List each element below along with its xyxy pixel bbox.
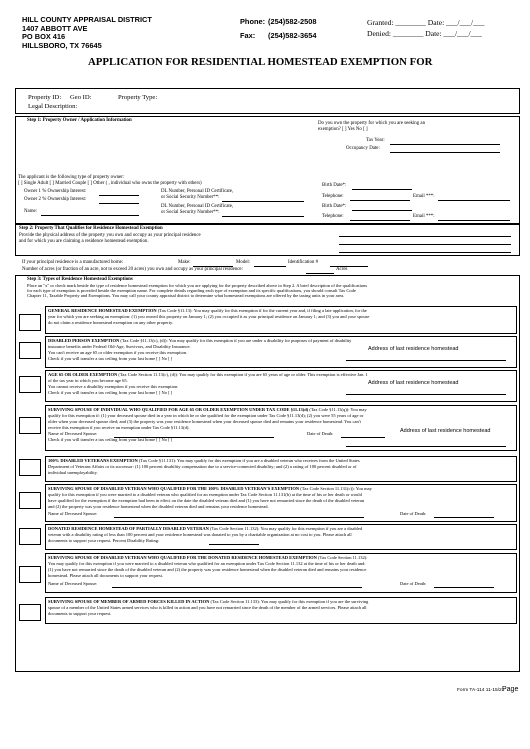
tax-year-line[interactable] (390, 144, 500, 145)
occupancy-date-line[interactable] (390, 152, 500, 153)
surviving-spouse-65-death-line[interactable] (341, 437, 385, 438)
identification-label: Identification # (288, 260, 319, 265)
disabled-person-panel (45, 336, 517, 368)
disabled-person-text-3: You can't receive an age 65 or older exemption if you receive this exemption. (48, 350, 188, 355)
surviving-spouse-65-name-label: Name of Deceased Spouse: (48, 431, 98, 436)
ssn-line-1[interactable] (222, 201, 304, 202)
birth-date-label-2: Birth Date*: (322, 204, 347, 209)
general-exemption-panel (45, 306, 517, 334)
surviving-spouse-65-text-1: (Tax Code §11.13(q)): You may (309, 407, 367, 412)
age-65-address-label: Address of last residence homestead (368, 380, 459, 386)
killed-in-action-text-3: documents to support your request. (48, 611, 112, 616)
age-65-line-1 (48, 372, 368, 377)
birth-date-line-1[interactable] (352, 189, 412, 190)
owner1-interest-line[interactable] (99, 195, 139, 196)
killed-in-action-checkbox[interactable] (19, 604, 41, 621)
general-exemption-text-3: do not claim a residence homestead exemption on any other property. (48, 320, 174, 325)
age-65-panel (45, 370, 517, 402)
age-65-text-4[interactable]: Check if you will transfer a tax ceiling from your last home [ ] No [ ] (48, 390, 173, 395)
address-line-2[interactable] (339, 244, 511, 245)
email-label-2: Email ***: (413, 214, 435, 219)
surviving-spouse-dv-death-line[interactable] (434, 517, 494, 518)
ssn-label-1: or Social Security Number**: (161, 195, 220, 200)
general-exemption-checkbox[interactable] (19, 314, 41, 331)
dl-number-label-2: DL Number, Personal ID Certificate, (161, 204, 234, 209)
owner1-interest: Owner 1 % Ownership Interest: (24, 189, 87, 194)
birth-date-line-2[interactable] (352, 210, 412, 211)
disabled-person-address-label: Address of last residence homestead (368, 346, 459, 352)
donated-residence-heading: DONATED RESIDENCE HOMESTEAD OF PARTIALLY DISABLED VETERAN (48, 526, 209, 531)
donated-residence-panel (45, 524, 517, 550)
surviving-spouse-donated-death-line[interactable] (434, 587, 494, 588)
property-info-box (15, 88, 520, 114)
phone-label: Phone: (240, 17, 266, 26)
own-question-1: Do you own the property for which you are seeking an (318, 121, 426, 126)
telephone-line-2[interactable] (350, 220, 410, 221)
denied-field: Denied: ________ Date: ___/___/___ (367, 29, 482, 38)
acres-line[interactable] (306, 273, 334, 274)
disabled-veteran-checkbox[interactable] (19, 459, 41, 476)
disabled-veteran-panel (45, 456, 517, 482)
step1-box (15, 116, 520, 224)
general-exemption-heading: GENERAL RESIDENCE HOMESTEAD EXEMPTION (48, 308, 157, 313)
disabled-person-address-line[interactable] (346, 360, 506, 361)
killed-in-action-panel (45, 597, 517, 624)
donated-residence-text-2: veteran with a disability rating of less than 100 percent and your residence homestead was donated to you by a charitable organization at no cost to you. Please attach all (48, 532, 352, 537)
step3-intro-1: Place an "x" or check mark beside the type of residence homestead exemption for which you are applying for the property described above in Step 2. A brief description of the qualifications (27, 283, 368, 288)
surviving-spouse-65-address-label: Address of last residence homestead (400, 428, 491, 434)
email-line-1[interactable] (438, 200, 510, 201)
granted-field: Granted: ________ Date: ___/___/___ (367, 18, 485, 27)
fax-label: Fax: (240, 31, 256, 40)
step1-title: Step 1: Property Owner / Application Information (27, 118, 132, 123)
district-street: 1407 ABBOTT AVE (22, 23, 88, 33)
general-exemption-text-2: year for which you are seeking an exemption: (1) you owned this property on January 1; (2) you occupied it as your principal residence on January 1; and (3) you and your spouse (48, 314, 370, 319)
killed-in-action-heading: SURVIVING SPOUSE OF MEMBER OF ARMED FORCES KILLED IN ACTION (48, 599, 210, 604)
surviving-spouse-dv-heading: SURVIVING SPOUSE OF DISABLED VETERAN WHO QUALIFIED FOR THE 100% DISABLED VETERAN'S EXEMPTION (48, 486, 300, 491)
form-number: Form TA-114 11-15/21 (457, 688, 505, 693)
surviving-spouse-donated-text-1: (Tax Code Section 11.132): (318, 555, 368, 560)
birth-date-label-1: Birth Date*: (322, 183, 347, 188)
acres-unit: Acres (336, 267, 348, 272)
dl-number-label-1: DL Number, Personal ID Certificate, (161, 189, 234, 194)
telephone-label-1: Telephone: (322, 194, 344, 199)
surviving-spouse-donated-text-2: You may qualify for this exemption if you were married to a disabled veteran who qualified for an exemption under Tax Code Section 11.132 at the time of his or her death and: (48, 561, 366, 566)
step2-box (15, 224, 520, 256)
property-type-label: Property Type: (118, 94, 158, 101)
model-label: Model: (236, 260, 251, 265)
model-line[interactable] (254, 266, 286, 267)
disabled-person-heading: DISABLED PERSON EXEMPTION (48, 338, 120, 343)
donated-residence-checkbox[interactable] (19, 528, 41, 545)
owner-type-intro: The applicant is the following type of property owner: (18, 175, 125, 180)
name-line[interactable] (41, 215, 139, 216)
surviving-spouse-65-panel (45, 405, 517, 451)
surviving-spouse-dv-checkbox[interactable] (19, 492, 41, 509)
general-exemption-text-1: (Tax Code §11.13): You may qualify for this exemption if for the current year and, if filing a late application, for the (157, 308, 367, 313)
page-label: Page (502, 686, 519, 693)
fax-number: (254)582-3654 (268, 31, 317, 40)
surviving-spouse-dv-text-1: (Tax Code Section 11.131(c)): You may (300, 486, 372, 491)
own-question-2[interactable]: exemption? [ ] Yes No [ ] (318, 127, 368, 132)
address-line-3[interactable] (339, 252, 511, 253)
disabled-person-text-4[interactable]: Check if you will transfer a tax ceiling from your last home [ ] No [ ] (48, 356, 173, 361)
surviving-spouse-dv-text-3: have qualified for the exemption if the exemption had been in effect on the date the disabled veteran died and (1) you have not remarried since the death of the disabled veteran (48, 498, 365, 503)
district-address (22, 16, 152, 50)
surviving-spouse-65-address-line[interactable] (346, 446, 506, 447)
surviving-spouse-dv-panel (45, 484, 517, 522)
surviving-spouse-65-text-4: receive this exemption if you receive an exemption under Tax Code §11.13(d). (48, 425, 190, 430)
step3-intro-3: Chapter 11, Taxable Property and Exemptions. You may call your county appraisal district to determine what homestead exemptions are offered by the taxing units in your area. (27, 293, 345, 298)
telephone-label-2: Telephone: (322, 214, 344, 219)
surviving-spouse-donated-death-label: Date of Death: (400, 581, 427, 586)
surviving-spouse-dv-death-label: Date of Death: (400, 511, 427, 516)
disabled-person-checkbox[interactable] (19, 342, 41, 359)
donated-residence-text-1: (Tax Code Section 11.132): You may qualify for this exemption if you are a disabled (210, 526, 363, 531)
legal-description-label: Legal Description: (28, 103, 78, 110)
surviving-spouse-donated-panel (45, 553, 517, 593)
disability-rating-line[interactable] (209, 544, 259, 545)
surviving-spouse-dv-name-line[interactable] (114, 517, 364, 518)
donated-residence-text-3: documents to support your request. Percent Disability Rating: (48, 538, 160, 543)
killed-in-action-line-1 (48, 599, 368, 604)
district-city: HILLSBORO, TX 76645 (22, 40, 102, 50)
surviving-spouse-65-text-2: qualify for this exemption if: (1) your deceased spouse died in a year in which he or she qualified for the exemption under Tax Code §11.13(d); (2) you were 55 years of age or (48, 413, 364, 418)
step3-intro-2: for each type of exemption is provided beside the exemption name. For complete details regarding each type of exemption and its specific qualifications, you should consult Tax Code (27, 288, 356, 293)
surviving-spouse-donated-name-line[interactable] (112, 587, 362, 588)
owner-type-options[interactable]: [ ] Single Adult [ ] Married Couple [ ] Other ( , individual who owns the property with others) (18, 181, 202, 186)
surviving-spouse-65-checkbox[interactable] (19, 417, 41, 434)
surviving-spouse-dv-text-4: and (2) the property was your residence homestead when the disabled veteran died and remains your residence homestead. (48, 504, 269, 509)
acres-question: Number of acres (or fraction of an acre, not to exceed 20 acres) you own and occupy as your principal residence: (22, 267, 243, 272)
surviving-spouse-donated-text-3: (1) you have not remarried since the death of the disabled veteran and (2) the property was your residence homestead when the disabled veteran died and remains your residence (48, 567, 367, 572)
age-65-address-line[interactable] (346, 394, 506, 395)
age-65-checkbox[interactable] (19, 376, 41, 393)
owner2-interest: Owner 2 % Ownership Interest: (24, 197, 87, 202)
general-exemption-line-1 (48, 308, 367, 313)
disabled-person-line-1 (48, 338, 351, 343)
surviving-spouse-65-text-3: older when your deceased spouse died; and (3) the property was your residence homestead when your deceased spouse died and remains your residence homestead. You can't (48, 419, 361, 424)
surviving-spouse-dv-name-label: Name of Deceased Spouse: (48, 511, 98, 516)
ssn-label-2: or Social Security Number**: (161, 210, 220, 215)
age-65-heading: AGE 65 OR OLDER EXEMPTION (48, 372, 118, 377)
property-id-label: Property ID: (28, 94, 62, 101)
surviving-spouse-donated-line-1 (48, 555, 368, 560)
age-65-text-1: (Tax Code Section 11.13(c), (d)): You may qualify for this exemption if you are 65 years of age or older. This exemption is effective Jan. 1 (118, 372, 368, 377)
surviving-spouse-65-death-label: Date of Death: (307, 431, 334, 436)
page-title: APPLICATION FOR RESIDENTIAL HOMESTEAD EXEMPTION FOR (88, 56, 433, 68)
address-line-1[interactable] (339, 236, 511, 237)
step2-instruction-2: and for which you are claiming a residence homestead exemption. (19, 239, 149, 244)
donated-residence-line-1 (48, 526, 362, 531)
step3-title: Step 3: Types of Residence Homestead Exemptions (27, 277, 133, 282)
tax-year-label: Tax Year: (366, 138, 385, 143)
killed-in-action-text-2: spouse of a member of the United States armed services who is killed in action and you have not remarried since the death of the member of the armed services. Please attach all (48, 605, 367, 610)
surviving-spouse-dv-line-1 (48, 486, 372, 491)
owner2-interest-line[interactable] (99, 203, 139, 204)
disabled-veteran-heading: 100% DISABLED VETERANS EXEMPTION (48, 458, 138, 463)
manufactured-home-label: If your principal residence is a manufactured home: (22, 260, 124, 265)
district-name: HILL COUNTY APPRAISAL DISTRICT (22, 15, 152, 24)
surviving-spouse-65-line-1 (48, 407, 367, 412)
step2-instruction-1: Provide the physical address of the property you own and occupy as your principal residence (19, 233, 201, 238)
surviving-spouse-dv-text-2: qualify for this exemption if you were married to a disabled veteran who qualified for an exemption under Tax Code Section 11.131(b) at the time of his or her death or would (48, 492, 362, 497)
age-65-text-3: You cannot receive a disability exemption if you receive this exemption. (48, 384, 179, 389)
killed-in-action-text-1: (Tax Code Section 11.133): You may qualify for this exemption if you are the surviving (210, 599, 369, 604)
disabled-veteran-text-1: (Tax Code §11.131): You may qualify for this exemption if you are a disabled veteran who receives from the United States (138, 458, 360, 463)
make-label: Make: (178, 260, 191, 265)
disabled-veteran-line-1 (48, 458, 360, 463)
surviving-spouse-donated-heading: SURVIVING SPOUSE OF DISABLED VETERAN WHO QUALIFIED FOR THE DONATED RESIDENCE HOMESTEAD EXEMPTION (48, 555, 317, 560)
email-line-2[interactable] (438, 220, 510, 221)
surviving-spouse-donated-checkbox[interactable] (19, 566, 41, 583)
age-65-text-2: of the tax year in which you become age 65. (48, 378, 128, 383)
district-pobox: PO BOX 416 (22, 32, 66, 42)
telephone-line-1[interactable] (350, 200, 410, 201)
surviving-spouse-donated-name-label: Name of Deceased Spouse: (48, 581, 98, 586)
email-label-1: Email ***: (413, 194, 435, 199)
ssn-line-2[interactable] (222, 216, 304, 217)
step2-title: Step 2: Property That Qualifies for Residence Homestead Exemption (19, 226, 163, 231)
disabled-veteran-text-2: Department of Veterans Affairs or its successor: (1) 100 percent disability compensation due to a service-connected disability; and (2) a rating of 100 percent disabled or of (48, 464, 357, 469)
disabled-person-text-1: (Tax Code §11.13(c), (d)): You may qualify for this exemption if you are under a disability for purposes of payment of disability (120, 338, 352, 343)
name-label: Name: (24, 209, 38, 214)
step3-box (15, 275, 520, 672)
geo-id-label: Geo ID: (70, 94, 92, 101)
phone-number: (254)582-2508 (268, 17, 317, 26)
surviving-spouse-65-heading: SURVIVING SPOUSE OF INDIVIDUAL WHO QUALIFIED FOR AGE 65 OR OLDER EXEMPTION UNDER TAX CODE §11.13(d) (48, 407, 309, 412)
surviving-spouse-donated-text-4: homestead. Please attach all documents to support your request. (48, 573, 163, 578)
disabled-veteran-text-3: individual unemployability. (48, 470, 98, 475)
occupancy-date-label: Occupancy Date: (346, 146, 380, 151)
surviving-spouse-65-text-6[interactable]: Check if you will transfer a tax ceiling from your last home [ ] No [ ] (48, 437, 173, 442)
disabled-person-text-2: insurance benefits under Federal Old-Age, Survivors, and Disability Insurance. (48, 344, 191, 349)
